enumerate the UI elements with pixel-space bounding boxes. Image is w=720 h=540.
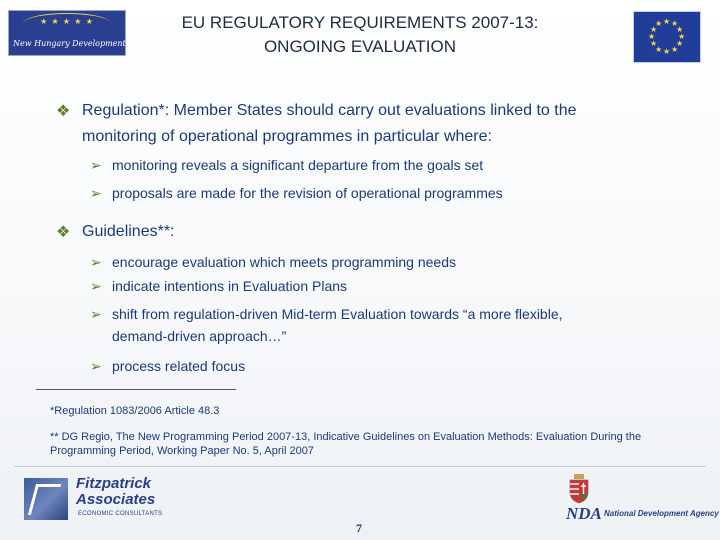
- list-item-text: monitoring reveals a significant departure from the goals set: [112, 157, 484, 173]
- list-item-text: indicate intentions in Evaluation Plans: [112, 278, 348, 294]
- arrow-bullet-icon: ➢: [90, 254, 102, 270]
- list-item: [56, 275, 696, 297]
- arrow-bullet-icon: ➢: [90, 185, 102, 201]
- list-item: [56, 182, 696, 204]
- fa-logo-subtitle: ECONOMIC CONSULTANTS: [78, 511, 163, 517]
- footnote-divider: [36, 389, 236, 390]
- list-item: [56, 303, 696, 347]
- list-item-text: encourage evaluation which meets programming needs: [112, 254, 456, 270]
- fa-logo-line-2: Associates: [76, 491, 156, 508]
- list-item: [56, 251, 696, 273]
- logo-stars: ★ ★ ★ ★ ★: [40, 17, 94, 26]
- fa-logo-mark-icon: [24, 478, 68, 520]
- main-content: [56, 98, 696, 377]
- fa-logo-name: [76, 476, 155, 508]
- nda-name: National Development Agency: [604, 509, 719, 518]
- diamond-bullet-icon: ❖: [56, 103, 71, 120]
- arrow-bullet-icon: ➢: [90, 358, 102, 374]
- bullet-text: monitoring of operational programmes in particular where:: [82, 128, 492, 145]
- new-hungary-development-plan-logo: [8, 10, 147, 56]
- eu-stars-ring: ★ ★ ★ ★ ★ ★ ★ ★ ★ ★ ★ ★: [648, 17, 686, 56]
- footnote-2: ** DG Regio, The New Programming Period 2007-13, Indicative Guidelines on Evaluation Methods: Evaluation During the: [50, 431, 642, 443]
- fitzpatrick-associates-logo: [24, 474, 164, 520]
- page-number: 7: [356, 521, 362, 535]
- footnote-1: *Regulation 1083/2006 Article 48.3: [50, 405, 220, 417]
- list-item: [56, 154, 696, 176]
- footnote-2-continued: Programming Period, Working Paper No. 5, April 2007: [50, 445, 314, 457]
- eu-flag-icon: [633, 11, 701, 63]
- nda-abbr: NDA: [566, 504, 602, 523]
- footnotes: [50, 404, 710, 458]
- fa-logo-line-1: Fitzpatrick: [76, 475, 152, 492]
- hungarian-crest-icon: [567, 474, 591, 504]
- title-line-1: EU REGULATORY REQUIREMENTS 2007-13:: [181, 13, 539, 32]
- bullet-guidelines: [56, 219, 696, 245]
- list-item-text: proposals are made for the revision of operational programmes: [112, 185, 503, 201]
- list-item-text: process related focus: [112, 358, 246, 374]
- arrow-bullet-icon: ➢: [90, 278, 102, 294]
- bullet-text: Regulation*: Member States should carry out evaluations linked to the: [82, 102, 577, 119]
- national-development-agency-logo: [566, 502, 719, 524]
- list-item-text: demand-driven approach…”: [112, 328, 287, 344]
- footer-divider: [14, 466, 706, 467]
- page-title: [140, 11, 580, 59]
- list-item: [56, 355, 696, 377]
- title-line-2: ONGOING EVALUATION: [263, 37, 457, 56]
- diamond-bullet-icon: ❖: [56, 224, 71, 241]
- logo-text: New Hungary Development Plan: [13, 39, 147, 48]
- arrow-bullet-icon: ➢: [90, 306, 102, 322]
- bullet-regulation: [56, 98, 696, 150]
- bullet-text: Guidelines**:: [82, 223, 175, 240]
- list-item-text: shift from regulation-driven Mid-term Evaluation towards “a more flexible,: [112, 306, 563, 322]
- arrow-bullet-icon: ➢: [90, 157, 102, 173]
